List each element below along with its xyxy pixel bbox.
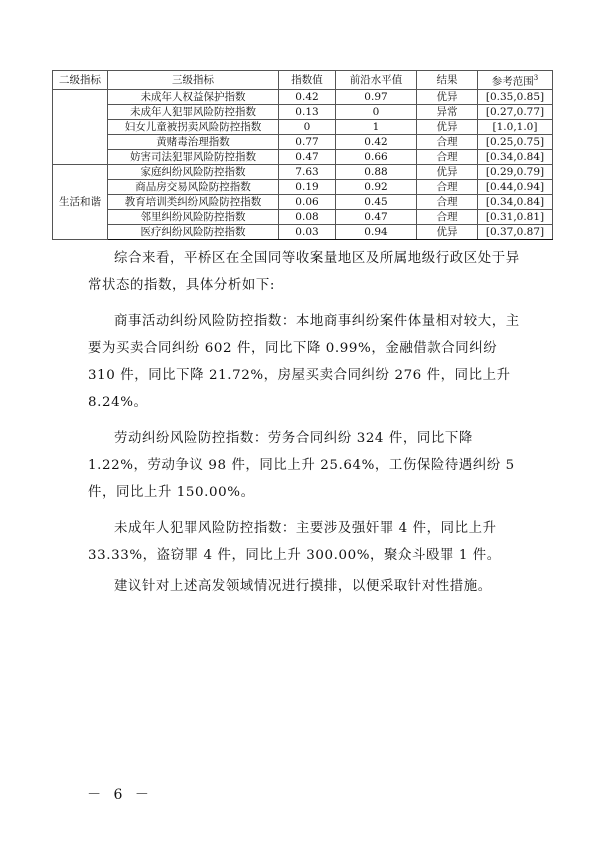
- table-row: [53, 224, 553, 239]
- header-result: 结果: [417, 71, 478, 90]
- header-frontier-value: 前沿水平值: [336, 71, 417, 90]
- index-value-cell: 7.63: [279, 164, 336, 179]
- header-reference-range: 参考范围$^3$: [478, 71, 553, 90]
- frontier-value-cell: 0: [336, 104, 417, 119]
- level3-indicator-cell: 家庭纠纷风险防控指数: [108, 164, 279, 179]
- result-cell: 优异: [417, 89, 478, 104]
- result-cell: 优异: [417, 119, 478, 134]
- reference-range-cell: [1.0,1.0]: [478, 119, 553, 134]
- frontier-value-cell: 0.47: [336, 209, 417, 224]
- reference-range-cell: [0.44,0.94]: [478, 179, 553, 194]
- reference-range-cell: [0.34,0.84]: [478, 149, 553, 164]
- index-value-cell: 0.03: [279, 224, 336, 239]
- level3-indicator-cell: 教育培训类纠纷风险防控指数: [108, 194, 279, 209]
- header-level3: 三级指标: [108, 71, 279, 90]
- reference-range-cell: [0.37,0.87]: [478, 224, 553, 239]
- index-value-cell: 0: [279, 119, 336, 134]
- level2-indicator-cell: 生活和谐: [53, 164, 108, 239]
- index-value-cell: 0.13: [279, 104, 336, 119]
- frontier-value-cell: 0.92: [336, 179, 417, 194]
- level3-indicator-cell: 未成年人权益保护指数: [108, 89, 279, 104]
- table-row: [53, 119, 553, 134]
- reference-range-cell: [0.25,0.75]: [478, 134, 553, 149]
- level3-indicator-cell: 邻里纠纷风险防控指数: [108, 209, 279, 224]
- table-row: [53, 104, 553, 119]
- result-cell: 合理: [417, 194, 478, 209]
- result-cell: 合理: [417, 134, 478, 149]
- level3-indicator-cell: 未成年人犯罪风险防控指数: [108, 104, 279, 119]
- result-cell: 合理: [417, 179, 478, 194]
- table-row: [53, 209, 553, 224]
- reference-range-cell: [0.34,0.84]: [478, 194, 553, 209]
- level3-indicator-cell: 医疗纠纷风险防控指数: [108, 224, 279, 239]
- frontier-value-cell: 0.94: [336, 224, 417, 239]
- result-cell: 合理: [417, 209, 478, 224]
- index-value-cell: 0.42: [279, 89, 336, 104]
- table-row: [53, 134, 553, 149]
- table-row: [53, 179, 553, 194]
- frontier-value-cell: 0.42: [336, 134, 417, 149]
- reference-range-cell: [0.31,0.81]: [478, 209, 553, 224]
- frontier-value-cell: 0.45: [336, 194, 417, 209]
- level3-indicator-cell: 商品房交易风险防控指数: [108, 179, 279, 194]
- level3-indicator-cell: 妇女儿童被拐卖风险防控指数: [108, 119, 279, 134]
- index-value-cell: 0.47: [279, 149, 336, 164]
- paragraph-suggestion: 建议针对上述高发领域情况进行摸排，以便采取针对性措施。: [114, 579, 492, 594]
- frontier-value-cell: 0.66: [336, 149, 417, 164]
- header-level2: 二级指标: [53, 71, 108, 90]
- page-number: － 6 －: [87, 787, 153, 803]
- index-value-cell: 0.77: [279, 134, 336, 149]
- reference-range-cell: [0.29,0.79]: [478, 164, 553, 179]
- level3-indicator-cell: 黄赌毒治理指数: [108, 134, 279, 149]
- table-row: [53, 164, 553, 179]
- indicator-table: [52, 70, 553, 240]
- result-cell: 优异: [417, 224, 478, 239]
- level3-indicator-cell: 妨害司法犯罪风险防控指数: [108, 149, 279, 164]
- paragraph-labor: 劳动纠纷风险防控指数：劳务合同纠纷 324 件，同比下降 1.22%，劳动争议 98 件，同比上升 25.64%，工伤保险待遇纠纷 5 件，同比上升 150.00%。: [88, 431, 515, 500]
- table-header-row: [53, 71, 553, 90]
- result-cell: 优异: [417, 164, 478, 179]
- table-row: [53, 149, 553, 164]
- table-row: [53, 89, 553, 104]
- reference-range-cell: [0.27,0.77]: [478, 104, 553, 119]
- index-value-cell: 0.06: [279, 194, 336, 209]
- table-row: [53, 194, 553, 209]
- index-value-cell: 0.19: [279, 179, 336, 194]
- paragraph-juvenile: 未成年人犯罪风险防控指数：主要涉及强奸罪 4 件，同比上升 33.33%，盗窃罪 4 件，同比上升 300.00%，聚众斗殴罪 1 件。: [88, 521, 501, 563]
- paragraph-commercial: 商事活动纠纷风险防控指数：本地商事纠纷案件体量相对较大，主要为买卖合同纠纷 602 件，同比下降 0.99%，金融借款合同纠纷 310 件，同比下降 21.72%，房屋买卖合同纠纷 276 件，同比上升 8.24%。: [88, 314, 520, 410]
- level2-indicator-cell: [53, 89, 108, 164]
- result-cell: 合理: [417, 149, 478, 164]
- index-value-cell: 0.08: [279, 209, 336, 224]
- frontier-value-cell: 0.97: [336, 89, 417, 104]
- frontier-value-cell: 1: [336, 119, 417, 134]
- analysis-text: [88, 245, 528, 600]
- header-index-value: 指数值: [279, 71, 336, 90]
- frontier-value-cell: 0.88: [336, 164, 417, 179]
- result-cell: 异常: [417, 104, 478, 119]
- reference-range-cell: [0.35,0.85]: [478, 89, 553, 104]
- footnote-marker: 3: [533, 74, 539, 82]
- paragraph-summary: 综合来看，平桥区在全国同等收案量地区及所属地级行政区处于异常状态的指数，具体分析如下:: [88, 251, 520, 293]
